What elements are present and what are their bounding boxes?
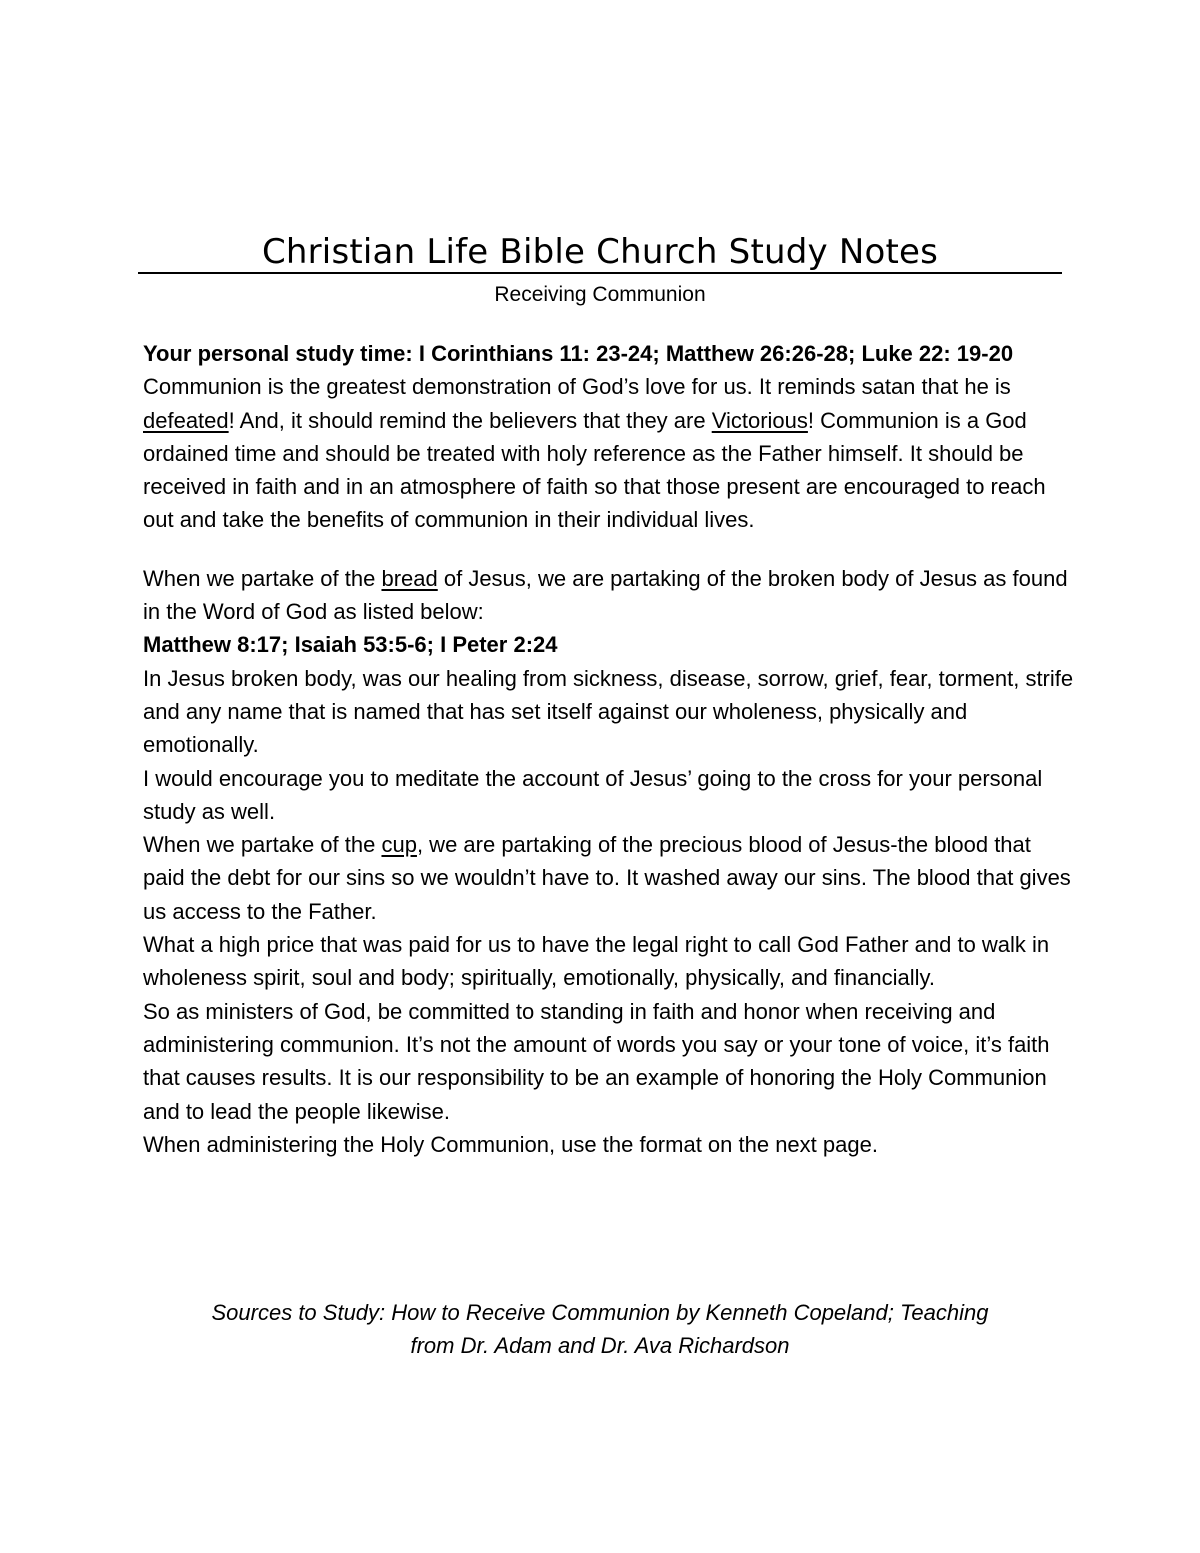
document-title: Christian Life Bible Church Study Notes	[261, 232, 939, 272]
meditate-paragraph: I would encourage you to meditate the account of Jesus’ going to the cross for your personal study as well.	[143, 765, 1043, 824]
bread-paragraph	[143, 562, 1078, 629]
paragraph-spacer	[143, 537, 1078, 562]
intro-text-2: ! And, it should remind the believers that they are	[228, 407, 712, 433]
emphasis-cup: cup	[381, 832, 417, 858]
intro-text-3: ! Communion is a God ordained time and should be treated with holy reference as the Father himself. It should be received in faith and in an atmosphere of faith so that those present are encouraged to reach out and take the benefits of communion in their individual lives.	[143, 407, 1046, 533]
cup-text-2: , we are partaking of the precious blood of Jesus-the blood that paid the debt for our sins so we wouldn’t have to. It washed away our sins. The blood that gives us access to the Father.	[143, 832, 1071, 924]
emphasis-defeated: defeated	[143, 407, 229, 433]
bread-text-2: of Jesus, we are partaking of the broken body of Jesus as found in the Word of God as listed below:	[143, 565, 1068, 625]
emphasis-bread: bread	[381, 565, 438, 591]
cup-text-1: When we partake of the	[143, 832, 382, 858]
cup-paragraph	[143, 828, 1078, 928]
document-subtitle: Receiving Communion	[494, 283, 706, 306]
intro-paragraph	[143, 370, 1078, 536]
sources-line-1: Sources to Study: How to Receive Communion by Kenneth Copeland; Teaching	[211, 1300, 989, 1325]
title-underline-rule	[138, 272, 1062, 274]
bread-text-1: When we partake of the	[143, 565, 382, 591]
bread-references: Matthew 8:17; Isaiah 53:5-6; I Peter 2:24	[143, 632, 558, 658]
format-paragraph: When administering the Holy Communion, use the format on the next page.	[143, 1131, 878, 1157]
ministers-paragraph: So as ministers of God, be committed to standing in faith and honor when receiving and administering communion. It’s not the amount of words you say or your tone of voice, it’s faith that causes results. It is our responsibility to be an example of honoring the Holy Communion and to lead the people likewise.	[143, 998, 1050, 1124]
sources-line-2: from Dr. Adam and Dr. Ava Richardson	[410, 1333, 790, 1358]
document-body	[143, 337, 1078, 1161]
emphasis-victorious: Victorious	[711, 407, 808, 433]
sources-to-study	[150, 1296, 1050, 1362]
study-time-references: Your personal study time: I Corinthians 11: 23-24; Matthew 26:26-28; Luke 22: 19-20	[143, 341, 1014, 366]
intro-text-1: Communion is the greatest demonstration of God’s love for us. It reminds satan that he is	[143, 374, 1011, 400]
price-paragraph: What a high price that was paid for us to have the legal right to call God Father and to walk in wholeness spirit, soul and body; spiritually, emotionally, physically, and financially.	[143, 932, 1050, 991]
healing-paragraph: In Jesus broken body, was our healing from sickness, disease, sorrow, grief, fear, torment, strife and any name that is named that has set itself against our wholeness, physically and emotionally.	[143, 665, 1074, 758]
